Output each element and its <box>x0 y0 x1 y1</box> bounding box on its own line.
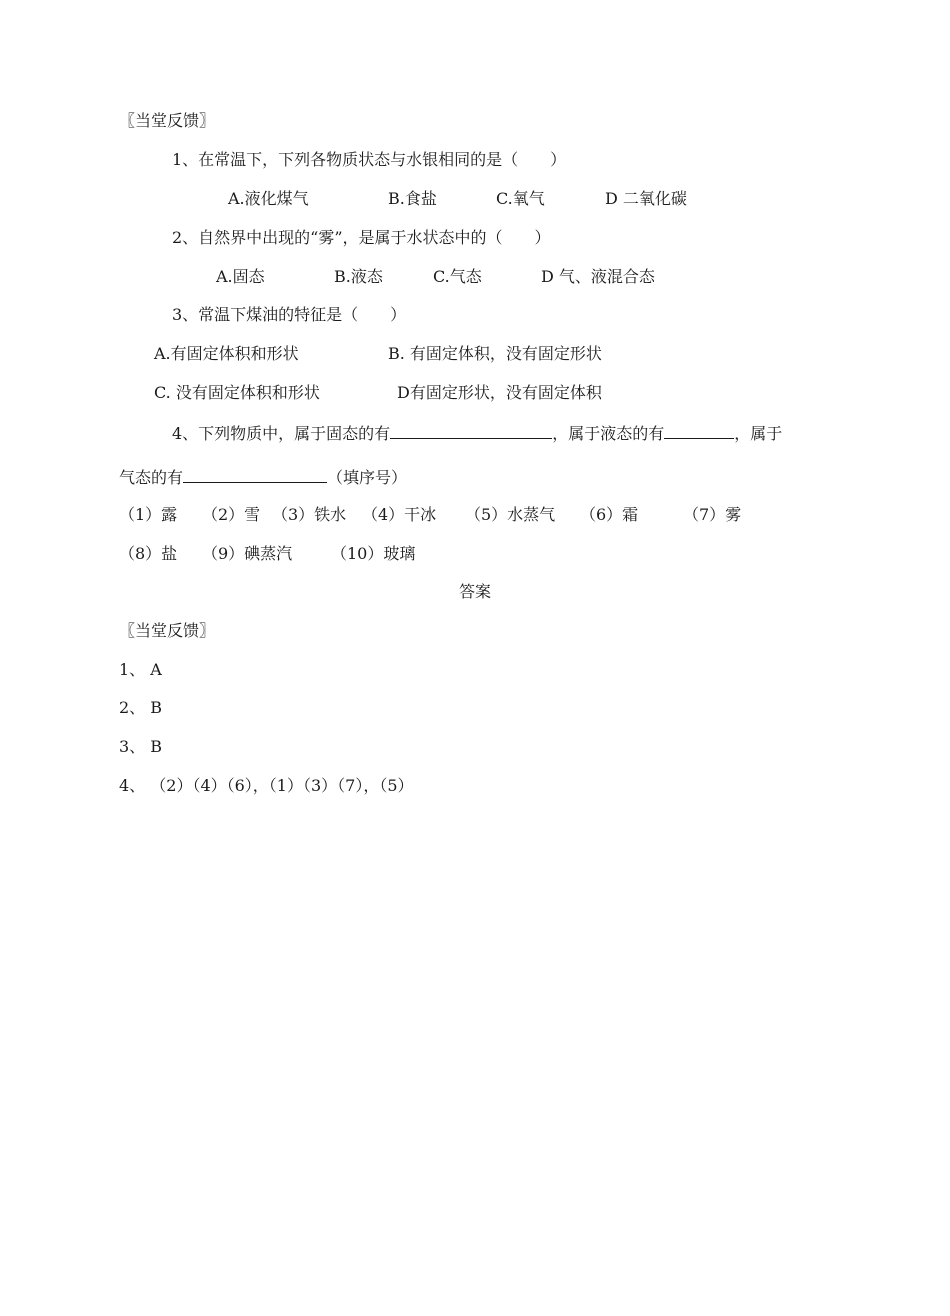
question-1-option-b: B.食盐 <box>388 189 437 208</box>
item-8: （8）盐 <box>119 544 178 563</box>
question-4-text-5: （填序号） <box>327 468 408 487</box>
item-7: （7）雾 <box>683 505 742 524</box>
question-2-option-c: C.气态 <box>433 267 482 286</box>
answer-2: 2、 B <box>119 698 163 717</box>
question-1-stem: 1、在常温下，下列各物质状态与水银相同的是（ ） <box>172 150 567 169</box>
solid-answer-blank[interactable] <box>390 422 552 439</box>
item-3: （3）铁水 <box>272 505 347 524</box>
liquid-answer-blank[interactable] <box>664 422 734 439</box>
question-4-text-1: 4、下列物质中，属于固态的有 <box>172 424 391 443</box>
answers-title: 答案 <box>458 582 491 601</box>
item-4: （4）干冰 <box>362 505 437 524</box>
question-2-option-b: B.液态 <box>334 267 383 286</box>
question-1-option-c: C.氧气 <box>496 189 545 208</box>
item-1: （1）露 <box>119 505 178 524</box>
question-3-option-a: A.有固定体积和形状 <box>154 344 299 363</box>
question-4-text-3: ，属于 <box>734 424 783 443</box>
question-1-option-a: A.液化煤气 <box>228 189 309 208</box>
question-3-option-d: D有固定形状，没有固定体积 <box>397 383 602 402</box>
question-1-option-d: D 二氧化碳 <box>605 189 687 208</box>
gas-answer-blank[interactable] <box>183 466 327 483</box>
item-10: （10）玻璃 <box>331 544 416 563</box>
item-2: （2）雪 <box>202 505 261 524</box>
item-5: （5）水蒸气 <box>465 505 556 524</box>
answer-1: 1、 A <box>119 660 162 679</box>
question-2-option-d: D 气、液混合态 <box>541 267 655 286</box>
question-3-option-c: C. 没有固定体积和形状 <box>154 383 320 402</box>
question-3-option-b: B. 有固定体积，没有固定形状 <box>388 344 602 363</box>
question-4-line-2 <box>119 466 407 488</box>
question-4-line-1 <box>172 422 782 444</box>
section-heading: 〖当堂反馈〗 <box>119 111 216 130</box>
question-2-option-a: A.固态 <box>216 267 265 286</box>
question-3-stem: 3、常温下煤油的特征是（ ） <box>172 305 407 324</box>
answers-heading: 〖当堂反馈〗 <box>119 621 216 640</box>
answer-3: 3、 B <box>119 737 163 756</box>
question-2-stem: 2、自然界中出现的“雾”，是属于水状态中的（ ） <box>172 228 551 247</box>
answer-4: 4、 （2）（4）（6），（1）（3）（7），（5） <box>119 776 414 795</box>
item-9: （9）碘蒸汽 <box>202 544 293 563</box>
item-6: （6）霜 <box>580 505 639 524</box>
question-4-text-4: 气态的有 <box>119 468 184 487</box>
question-4-text-2: ，属于液态的有 <box>552 424 665 443</box>
